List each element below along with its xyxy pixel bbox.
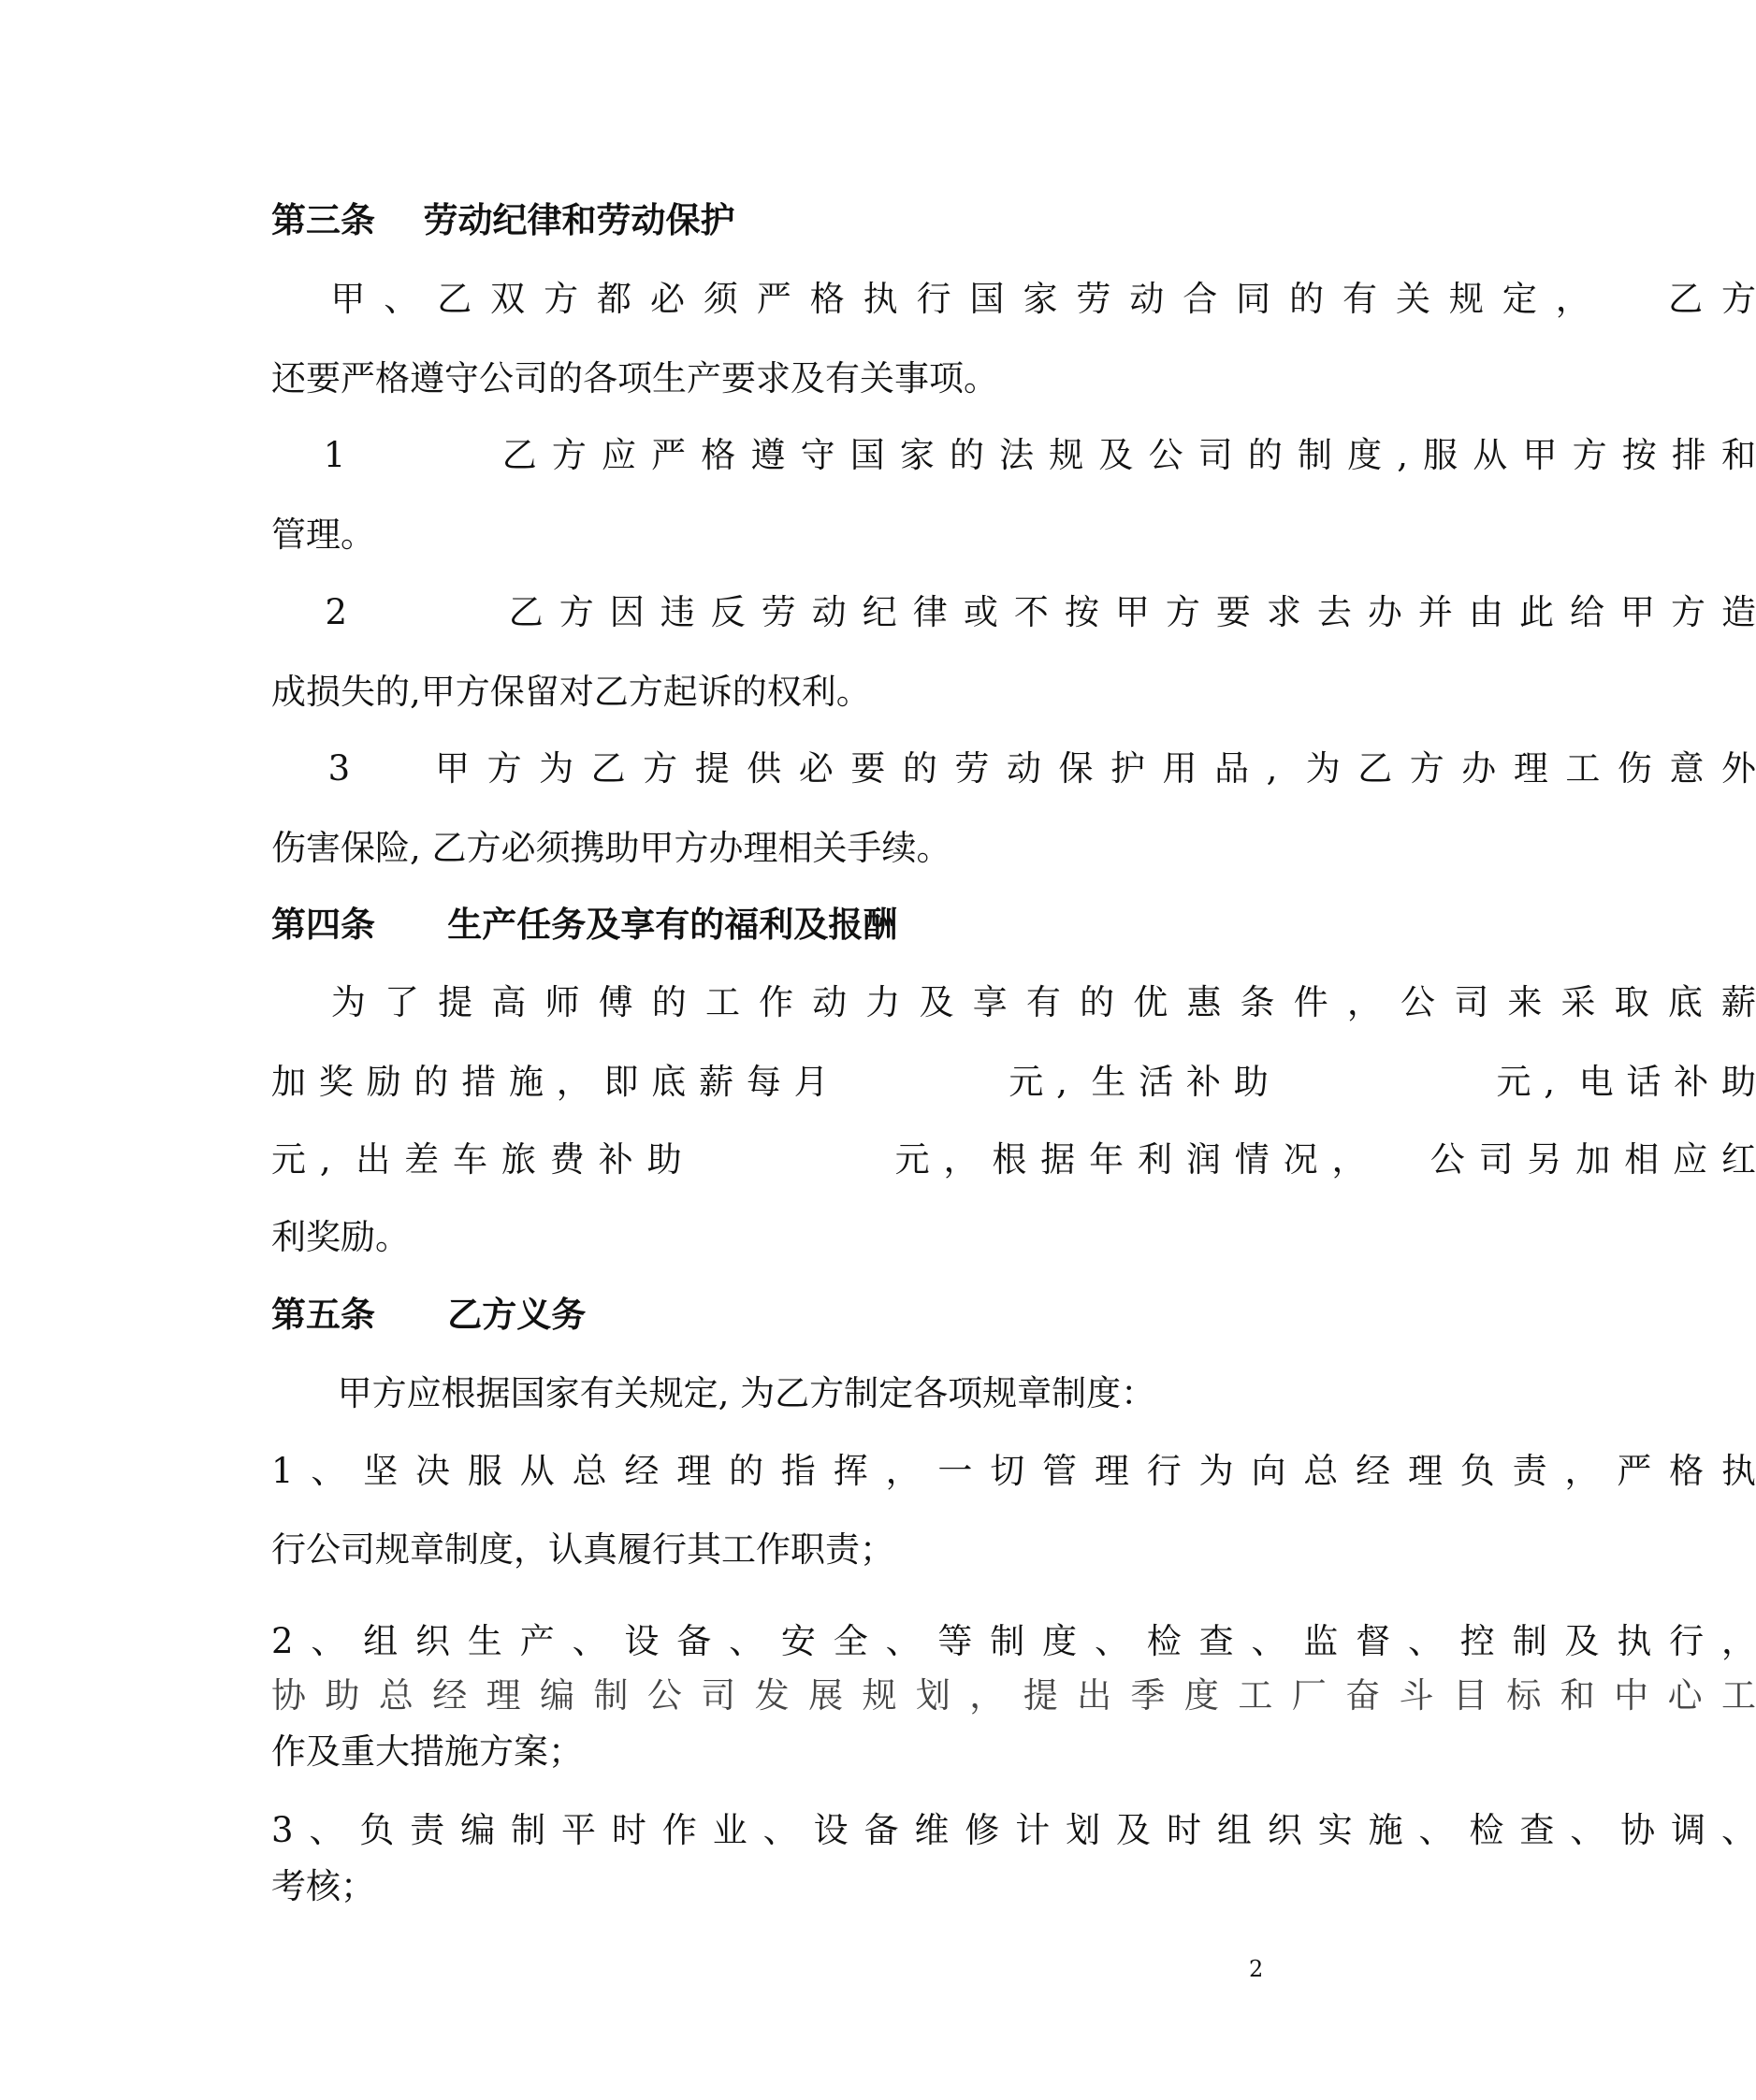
article4-line-2: 加奖励的措施，即底薪每月 元, 生活补助 元, 电话补助 — [271, 1062, 1756, 1102]
article4-line-3: 元, 出差车旅费补助 元，根据年利润情况， 公司另加相应红 — [271, 1139, 1756, 1180]
article3-item3-line-1: 3 甲方为乙方提供必要的劳动保护用品, 为乙方办理工伤意外 — [271, 748, 1756, 789]
article3-intro-line-2: 还要严格遵守公司的各项生产要求及有关事项。 — [271, 358, 998, 398]
article5-item1-line-1: 1、坚决服从总经理的指挥，一切管理行为向总经理负责，严格执 — [271, 1451, 1756, 1491]
article5-item3-line-2: 考核； — [271, 1866, 375, 1906]
article3-item1-line-2: 管理。 — [271, 514, 375, 555]
article3-item3-line-2: 伤害保险, 乙方必须携助甲方办理相关手续。 — [271, 828, 951, 868]
article3-item2-line-1: 2 乙方因违反劳动纪律或不按甲方要求去办并由此给甲方造 — [271, 592, 1756, 632]
article3-intro-line-1: 甲、乙双方都必须严格执行国家劳动合同的有关规定， 乙方 — [271, 279, 1756, 319]
article3-heading: 第三条 劳动纪律和劳动保护 — [271, 199, 735, 240]
page-number: 2 — [1249, 1956, 1264, 1982]
article3-item1-line-1: 1 乙方应严格遵守国家的法规及公司的制度,服从甲方按排和 — [271, 435, 1756, 475]
article4-line-4: 利奖励。 — [271, 1217, 410, 1257]
article4-heading: 第四条 生产任务及享有的福利及报酬 — [271, 904, 898, 945]
article5-item1-line-2: 行公司规章制度，认真履行其工作职责； — [271, 1529, 894, 1570]
article5-intro: 甲方应根据国家有关规定, 为乙方制定各项规章制度： — [271, 1373, 1156, 1413]
article5-item3-line-1: 3、负责编制平时作业、设备维修计划及时组织实施、检查、协调、 — [271, 1810, 1756, 1850]
article5-item2-line-1: 2、组织生产、设备、安全、等制度、检查、监督、控制及执行， — [271, 1621, 1756, 1661]
article4-line-1: 为了提高师傅的工作动力及享有的优惠条件，公司来采取底薪 — [271, 982, 1756, 1022]
article3-item2-line-2: 成损失的,甲方保留对乙方起诉的权利。 — [271, 672, 871, 712]
article5-heading: 第五条 乙方义务 — [271, 1294, 587, 1335]
article5-item2-line-3: 作及重大措施方案； — [271, 1731, 583, 1772]
article5-item2-line-2: 协助总经理编制公司发展规划，提出季度工厂奋斗目标和中心工 — [271, 1675, 1756, 1716]
